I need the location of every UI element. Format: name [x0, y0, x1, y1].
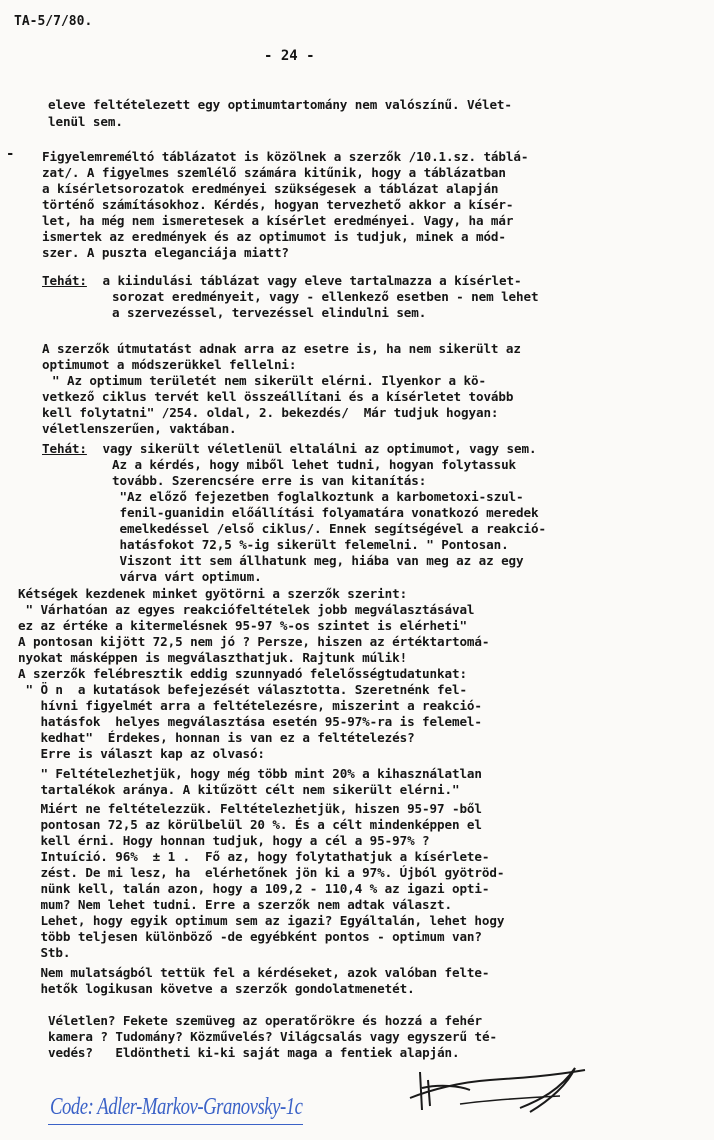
text-line: vagy sikerült véletlenül eltalálni az optimumot, vagy sem.	[95, 441, 537, 456]
text-line: tovább. Szerencsére erre is van kitanítás:	[112, 473, 427, 488]
text-line: Intuíció. 96% ± 1 . Fő az, hogy folytathatjuk a kísérlete-	[18, 849, 490, 864]
text-line: zést. De mi lesz, ha elérhetőnek jön ki a 97%. Újból gyötröd-	[18, 865, 505, 880]
tehat-label: Tehát:	[42, 441, 87, 456]
text-line: Erre is választ kap az olvasó:	[18, 746, 265, 761]
text-line: optimumot a módszerükkel fellelni:	[42, 357, 297, 372]
text-line: a kísérletsorozatok eredményei szükségesek a táblázat alapján	[42, 181, 499, 196]
signature-image	[400, 1060, 600, 1120]
text-line: tartalékok aránya. A kitűzött célt nem sikerült elérni."	[18, 782, 460, 797]
text-line: let, ha még nem ismeretesek a kísérlet eredményei. Vagy, ha már	[42, 213, 514, 228]
text-line: emelkedéssel /első ciklus/. Ennek segítségével a reakció-	[112, 521, 546, 536]
text-line: kedhat" Érdekes, honnan is van ez a feltételezés?	[18, 730, 415, 745]
text-line: " Ö n a kutatások befejezését választotta. Szeretnénk fel-	[18, 682, 467, 697]
text-line: pontosan 72,5 az körülbelül 20 %. És a célt mindenképpen el	[18, 817, 482, 832]
text-line: véletlenszerűen, vaktában.	[42, 421, 237, 436]
text-line: várva várt optimum.	[112, 569, 262, 584]
text-line: nyokat másképpen is megválaszthatjuk. Rajtunk múlik!	[18, 650, 408, 665]
text-line: Lehet, hogy egyik optimum sem az igazi? Egyáltalán, lehet hogy	[18, 913, 505, 928]
code-underline	[48, 1124, 303, 1125]
text-line: lenül sem.	[48, 114, 123, 129]
tehat-label: Tehát:	[42, 273, 87, 288]
text-line: Kétségek kezdenek minket gyötörni a szerzők szerint:	[18, 586, 408, 601]
text-line: a szervezéssel, tervezéssel elindulni sem.	[112, 305, 427, 320]
text-line: " Várhatóan az egyes reakciófeltételek jobb megválasztásával	[18, 602, 475, 617]
text-line: A szerzők felébresztik eddig szunnyadó felelősségtudatunkat:	[18, 666, 467, 681]
text-line: történő számításokhoz. Kérdés, hogyan tervezhető akkor a kísér-	[42, 197, 514, 212]
text-line: Figyelemreméltó táblázatot is közölnek a szerzők /10.1.sz. táblá-	[42, 149, 529, 164]
text-line: szer. A puszta eleganciája miatt?	[42, 245, 289, 260]
text-line: eleve feltételezett egy optimumtartomány nem valószínű. Vélet-	[48, 97, 512, 112]
text-line: a kiindulási táblázat vagy eleve tartalmazza a kísérlet-	[95, 273, 522, 288]
text-line: mum? Nem lehet tudni. Erre a szerzők nem adtak választ.	[18, 897, 452, 912]
text-line: " Az optimum területét nem sikerült elérni. Ilyenkor a kö-	[52, 373, 486, 388]
text-line: kell érni. Hogy honnan tudjuk, hogy a cél a 95-97% ?	[18, 833, 430, 848]
text-line: Miért ne feltételezzük. Feltételezhetjük, hiszen 95-97 -ből	[18, 801, 482, 816]
page-number: - 24 -	[264, 48, 315, 64]
text-line: kell folytatni" /254. oldal, 2. bekezdés/ Már tudjuk hogyan:	[42, 405, 499, 420]
text-line: hatásfokot 72,5 %-ig sikerült felemelni. " Pontosan.	[112, 537, 509, 552]
document-reference: TA-5/7/80.	[14, 14, 93, 29]
text-line: Stb.	[18, 945, 71, 960]
document-code-label: Code: Adler-Markov-Granovsky-1c	[50, 1094, 303, 1120]
text-line: vetkező ciklus tervét kell összeállítani és a kísérletet tovább	[42, 389, 514, 404]
text-line: A pontosan kijött 72,5 nem jó ? Persze, hiszen az értéktartomá-	[18, 634, 490, 649]
text-line: hatásfok helyes megválasztása esetén 95-97%-ra is felemel-	[18, 714, 482, 729]
text-line: Véletlen? Fekete szemüveg az operatőrökre és hozzá a fehér	[48, 1013, 482, 1028]
text-line: Nem mulatságból tettük fel a kérdéseket, azok valóban felte-	[18, 965, 490, 980]
text-line: Viszont itt sem állhatunk meg, hiába van meg az az egy	[112, 553, 524, 568]
text-line: fenil-guanidin előállítási folyamatára vonatkozó meredek	[112, 505, 539, 520]
text-line: vedés? Eldöntheti ki-ki saját maga a fentiek alapján.	[48, 1045, 460, 1060]
text-line: sorozat eredményeit, vagy - ellenkező esetben - nem lehet	[112, 289, 539, 304]
margin-dash: -	[6, 146, 15, 162]
text-line: " Feltételezhetjük, hogy még több mint 20% a kihasználatlan	[18, 766, 482, 781]
text-line: Az a kérdés, hogy miből lehet tudni, hogyan folytassuk	[112, 457, 517, 472]
text-line: nünk kell, talán azon, hogy a 109,2 - 110,4 % az igazi opti-	[18, 881, 490, 896]
text-line: kamera ? Tudomány? Közművelés? Világcsalás vagy egyszerű té-	[48, 1029, 497, 1044]
text-line: "Az előző fejezetben foglalkoztunk a karbometoxi-szul-	[112, 489, 524, 504]
text-line: A szerzők útmutatást adnak arra az esetre is, ha nem sikerült az	[42, 341, 521, 356]
text-line: hetők logikusan követve a szerzők gondolatmenetét.	[18, 981, 415, 996]
text-line: zat/. A figyelmes szemlélő számára kitűnik, hogy a táblázatban	[42, 165, 506, 180]
text-line: hívni figyelmét arra a feltételezésre, miszerint a reakció-	[18, 698, 482, 713]
text-line: ismertek az eredmények és az optimumot is tudjuk, minek a mód-	[42, 229, 506, 244]
text-line: több teljesen különböző -de egyébként pontos - optimum van?	[18, 929, 482, 944]
text-line: ez az értéke a kitermelésnek 95-97 %-os szintet is elérheti"	[18, 618, 467, 633]
